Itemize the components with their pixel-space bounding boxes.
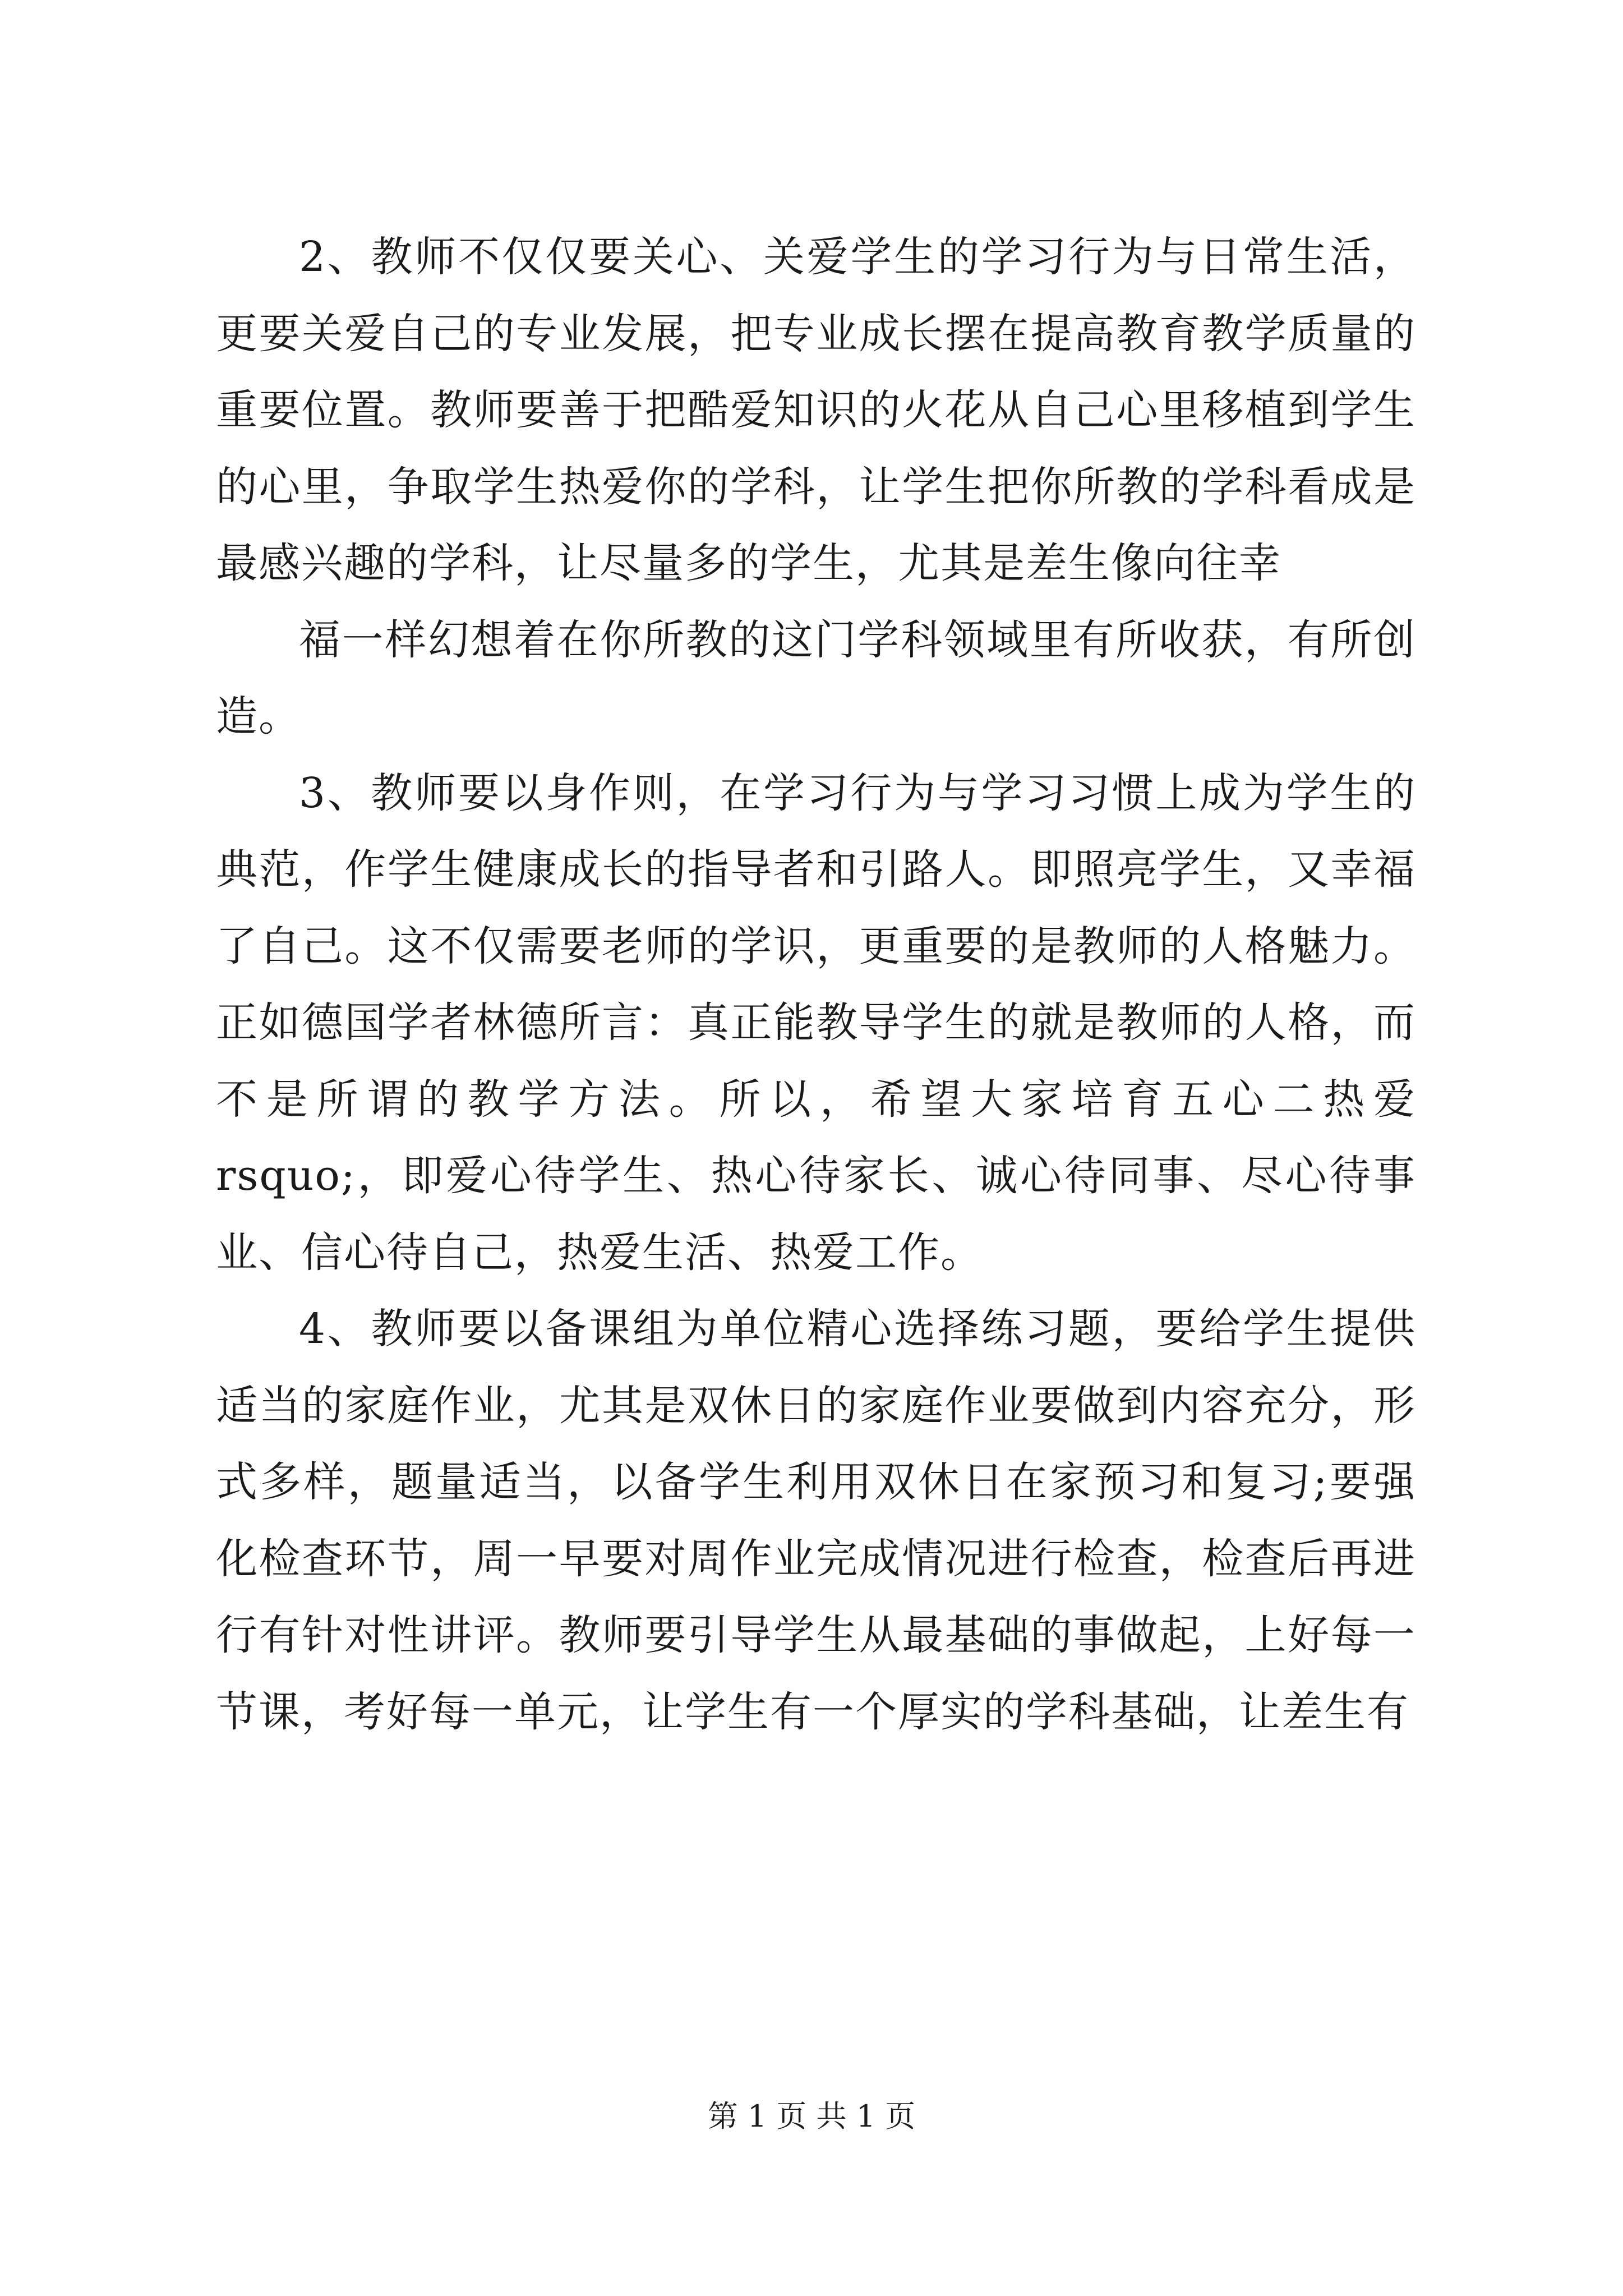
paragraph-2-continued: 福一样幻想着在你所教的这门学科领域里有所收获，有所创造。 xyxy=(216,615,1416,740)
paragraph-4: 4、教师要以备课组为单位精心选择练习题，要给学生提供适当的家庭作业，尤其是双休日的家庭作业要做到内容充分，形式多样，题量适当，以备学生利用双休日在家预习和复习;要强化检查环节，周一早要对周作业完成情况进行检查，检查后再进行有针对性讲评。教师要引导学生从最基础的事做起，上好每一节课，考好每一单元，让学生有一个厚实的学科基础，让差生有 xyxy=(216,1305,1416,1736)
page-footer: 第 1 页 共 1 页 xyxy=(707,2099,916,2134)
paragraph-3: 3、教师要以身作则，在学习行为与学习习惯上成为学生的典范，作学生健康成长的指导者和引路人。即照亮学生，又幸福了自己。这不仅需要老师的学识，更重要的是教师的人格魅力。正如德国学者林德所言：真正能教导学生的就是教师的人格，而不是所谓的教学方法。所以，希望大家培育五心二热爱rsquo;，即爱心待学生、热心待家长、诚心待同事、尽心待事业、信心待自己，热爱生活、热爱工作。 xyxy=(216,769,1416,1277)
paragraph-2: 2、教师不仅仅要关心、关爱学生的学习行为与日常生活，更要关爱自己的专业发展，把专业成长摆在提高教育教学质量的重要位置。教师要善于把酷爱知识的火花从自己心里移植到学生的心里，争取学生热爱你的学科，让学生把你所教的学科看成是最感兴趣的学科，让尽量多的学生，尤其是差生像向往幸 xyxy=(216,233,1416,587)
document-body xyxy=(216,219,1416,1750)
